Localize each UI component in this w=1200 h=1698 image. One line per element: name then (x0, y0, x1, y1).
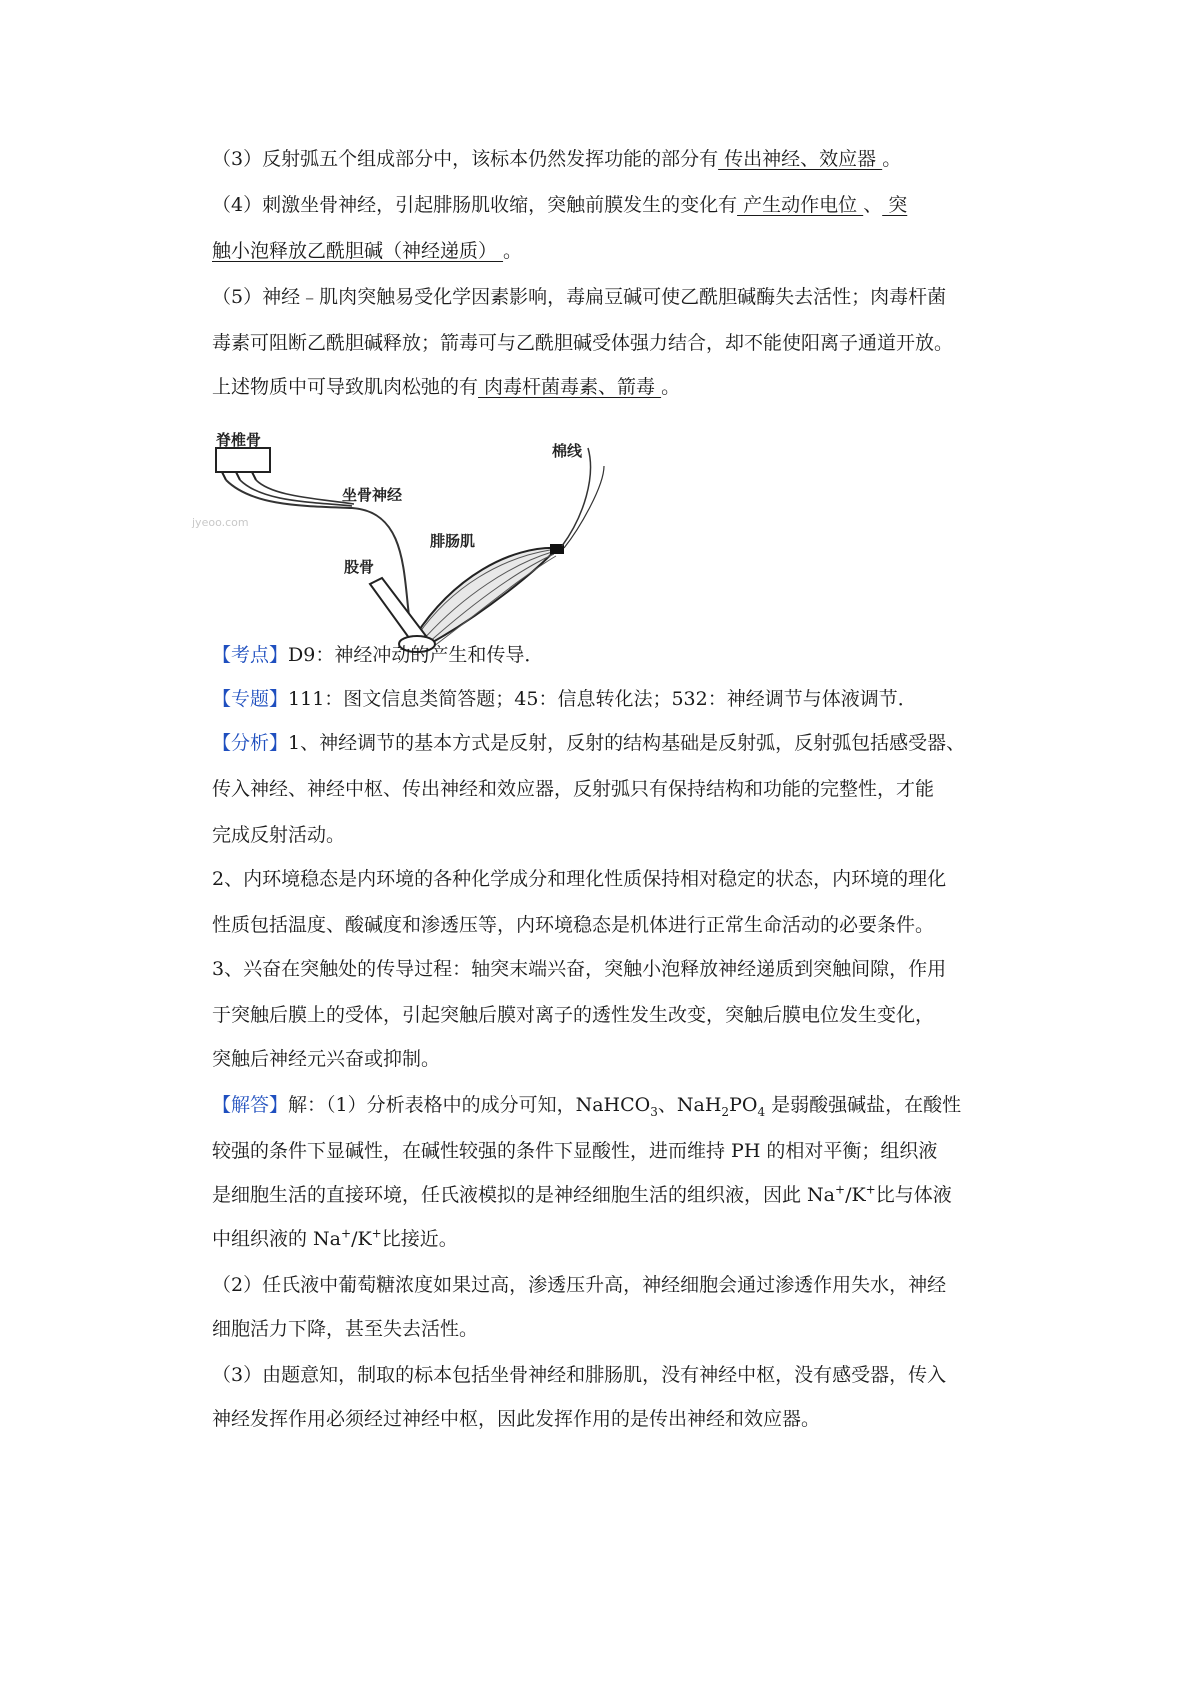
jieda-text-3b: /K (845, 1184, 866, 1206)
fenxi-line-6: 3、兴奋在突触处的传导过程：轴突末端兴奋，突触小泡释放神经递质到突触间隙，作用 (212, 958, 947, 980)
q5-answer: 肉毒杆菌毒素、箭毒 (478, 376, 662, 398)
watermark: jyeoo.com (192, 516, 249, 529)
cotton-thread-2 (564, 466, 604, 548)
fenxi-line-3: 完成反射活动。 (212, 824, 346, 846)
jieda-line-8: 神经发挥作用必须经过神经中枢，因此发挥作用的是传出神经和效应器。 (212, 1408, 821, 1430)
jieda-line-5: （2）任氏液中葡萄糖浓度如果过高，渗透压升高，神经细胞会通过渗透作用失水，神经 (212, 1274, 947, 1296)
jieda-line-6: 细胞活力下降，甚至失去活性。 (212, 1318, 479, 1340)
fenxi-line-1 (212, 730, 965, 756)
jieda-text-4b: /K (351, 1228, 372, 1250)
sup-plus-1: + (835, 1182, 846, 1197)
q4-line-1 (212, 192, 907, 218)
gastrocnemius-muscle (412, 548, 557, 648)
sub-4: 4 (757, 1104, 766, 1119)
q4-text: （4）刺激坐骨神经，引起腓肠肌收缩，突触前膜发生的变化有 (212, 194, 738, 216)
q4-separator: 、 (863, 194, 883, 216)
jieda-text-3c: 比与体液 (875, 1184, 952, 1206)
q5-line-2: 毒素可阻断乙酰胆碱释放；箭毒可与乙酰胆碱受体强力结合，却不能使阳离子通道开放。 (212, 332, 954, 354)
jieda-line-2: 较强的条件下显碱性，在碱性较强的条件下显酸性，进而维持 PH 的相对平衡；组织液 (212, 1140, 938, 1162)
jieda-tag: 【解答】 (212, 1094, 289, 1116)
fenxi-line-8: 突触后神经元兴奋或抑制。 (212, 1048, 441, 1070)
q4-answer-1: 产生动作电位 (737, 194, 864, 216)
q4-line-2 (212, 238, 522, 264)
femur-bone (370, 578, 426, 642)
q4-answer-2a: 突 (882, 194, 908, 216)
q5-line-3 (212, 374, 680, 400)
zhuanti-tag: 【专题】 (212, 688, 289, 710)
fenxi-line-7: 于突触后膜上的受体，引起突触后膜对离子的透性发生改变，突触后膜电位发生变化， (212, 1004, 935, 1026)
jieda-text-3a: 是细胞生活的直接环境，任氏液模拟的是神经细胞生活的组织液，因此 Na (212, 1184, 835, 1206)
jieda-text-1d: 是弱酸强碱盐，在酸性 (765, 1094, 962, 1116)
q5-line-1: （5）神经﹣肌肉突触易受化学因素影响，毒扁豆碱可使乙酰胆碱酶失去活性；肉毒杆菌 (212, 286, 947, 308)
fenxi-tag: 【分析】 (212, 732, 289, 754)
q4-suffix: 。 (503, 240, 523, 262)
label-sciatic-nerve: 坐骨神经 (342, 486, 403, 504)
sup-plus-4: + (371, 1226, 382, 1241)
jieda-line-7: （3）由题意知，制取的标本包括坐骨神经和腓肠肌，没有神经中枢，没有感受器，传入 (212, 1364, 947, 1386)
sup-plus-2: + (865, 1182, 876, 1197)
jieda-text-1a: 解：（1）分析表格中的成分可知，NaHCO (288, 1094, 651, 1116)
q5-suffix: 。 (661, 376, 681, 398)
zhuanti-line (212, 686, 917, 712)
jieda-text-1b: 、NaH (657, 1094, 722, 1116)
label-spine: 脊椎骨 (216, 431, 262, 449)
fenxi-text-1: 1、神经调节的基本方式是反射，反射的结构基础是反射弧，反射弧包括感受器、 (288, 732, 966, 754)
jieda-text-4a: 中组织液的 Na (212, 1228, 341, 1250)
sub-3: 3 (650, 1104, 658, 1119)
sup-plus-3: + (341, 1226, 352, 1241)
fenxi-line-4: 2、内环境稳态是内环境的各种化学成分和理化性质保持相对稳定的状态，内环境的理化 (212, 868, 947, 890)
fenxi-line-2: 传入神经、神经中枢、传出神经和效应器，反射弧只有保持结构和功能的完整性，才能 (212, 778, 935, 800)
jieda-line-4 (212, 1226, 458, 1252)
jieda-text-4c: 比接近。 (381, 1228, 458, 1250)
jieda-line-3 (212, 1182, 952, 1208)
q3-text: （3）反射弧五个组成部分中，该标本仍然发挥功能的部分有 (212, 148, 719, 170)
q4-answer-2b: 触小泡释放乙酰胆碱（神经递质） (212, 240, 504, 262)
label-femur: 股骨 (344, 558, 375, 576)
q3-line (212, 146, 901, 172)
spine-box (216, 448, 270, 472)
spine-nerve-roots (222, 472, 256, 480)
q3-suffix: 。 (882, 148, 902, 170)
jieda-line-1 (212, 1092, 961, 1118)
kaodian-tag: 【考点】 (212, 644, 289, 666)
q3-answer: 传出神经、效应器 (718, 148, 883, 170)
q5-text: 上述物质中可导致肌肉松弛的有 (212, 376, 479, 398)
fenxi-line-5: 性质包括温度、酸碱度和渗透压等，内环境稳态是机体进行正常生命活动的必要条件。 (212, 914, 935, 936)
kaodian-text: D9：神经冲动的产生和传导． (288, 644, 544, 666)
sub-2: 2 (721, 1104, 730, 1119)
nerve-muscle-figure (192, 431, 642, 668)
kaodian-line (212, 642, 543, 668)
zhuanti-text: 111：图文信息类简答题；45：信息转化法；532：神经调节与体液调节． (288, 688, 917, 710)
jieda-text-1c: PO (729, 1094, 758, 1116)
label-thread: 棉线 (552, 442, 583, 460)
label-muscle: 腓肠肌 (430, 532, 476, 550)
